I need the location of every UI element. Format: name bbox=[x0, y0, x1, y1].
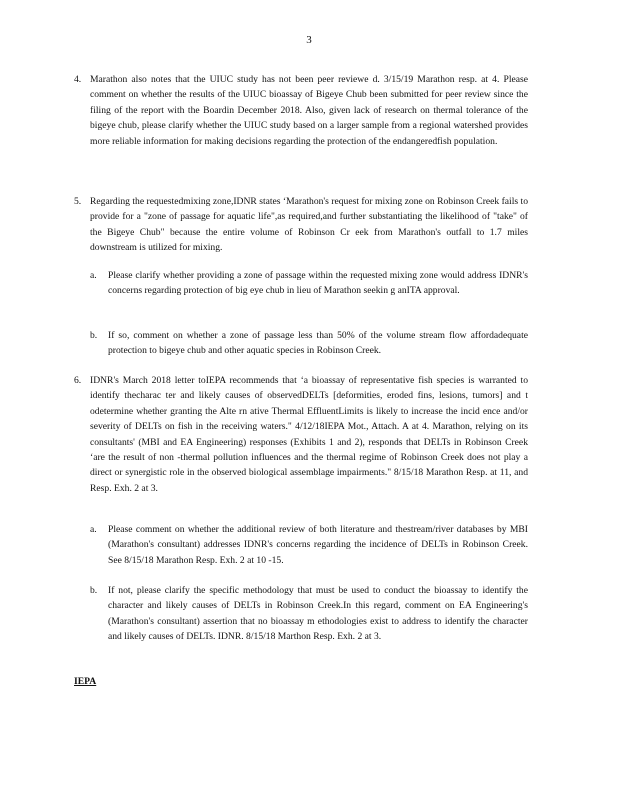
question-6 bbox=[74, 373, 528, 496]
question-6b bbox=[90, 583, 528, 645]
question-text: Marathon also notes that the UIUC study has not been peer reviewe d. 3/15/19 Marathon resp. at 4. Please comment on whether the results of the UIUC bioassay of Bigeye Chub been submitted for peer review since the filing of the report with the Boardin December 2018. Also, given lack of research on thermal tolerance of the bigeye chub, please clarify whether the UIUC study based on a larger sample from a regional watershed provides more reliable information for making decisions regarding the protection of the endangeredfish population. bbox=[90, 74, 528, 147]
question-5b bbox=[90, 328, 528, 359]
subquestion-text: If so, comment on whether a zone of passage less than 50% of the volume stream flow affordadequate protection to bigeye chub and other aquatic species in Robinson Creek. bbox=[108, 330, 528, 357]
footer-agency-label bbox=[74, 676, 110, 687]
question-5 bbox=[74, 194, 528, 256]
subquestion-letter: a. bbox=[90, 524, 97, 535]
subquestion-text: Please comment on whether the additional review of both literature and thestream/river databases by MBI (Marathon's consultant) addresses IDNR's concerns regarding the incidence of DELTs in Robinson Creek. See 8/15/18 Marathon Resp. Exh. 2 at 10 -15. bbox=[108, 524, 528, 566]
question-4 bbox=[74, 72, 528, 149]
question-number: 6. bbox=[74, 375, 82, 386]
question-text: IDNR's March 2018 letter toIEPA recommends that ‘a bioassay of representative fish species is warranted to identify thecharac ter and likely causes of observedDELTs [deformities, eroded fins, lesions, tumors] and t odetermine whether granting the Alte rn ative Thermal EffluentLimits is likely to increase the incid ence and/or severity of DELTs on fish in the receiving waters." 4/12/18IEPA Mot., Attach. A at 4. Marathon, relying on its consultants' (MBI and EA Engineering) responses (Exhibits 1 and 2), responds that DELTs in Robinson Creek ‘are the result of non -thermal pollution influences and the thermal regime of Robinson Creek does not play a direct or synergistic role in the observed biological assemblage impairments." 8/15/18 Marathon Resp. at 11, and Resp. Exh. 2 at 3. bbox=[90, 375, 528, 494]
page-number: 3 bbox=[306, 34, 312, 46]
question-6a bbox=[90, 522, 528, 568]
question-number: 5. bbox=[74, 196, 82, 207]
subquestion-text: If not, please clarify the specific methodology that must be used to conduct the bioassay to identify the character and likely causes of DELTs in Robinson Creek.In this regard, comment on EA Engineering's (Marathon's consultant) assertion that no bioassay m ethodologies exist to address to identify the character and likely causes of DELTs. IDNR. 8/15/18 Marthon Resp. Exh. 2 at 3. bbox=[108, 585, 528, 643]
footer-text: IEPA bbox=[74, 676, 97, 687]
subquestion-letter: b. bbox=[90, 330, 98, 341]
question-text: Regarding the requestedmixing zone,IDNR states ‘Marathon's request for mixing zone on Robinson Creek fails to provide for a "zone of passage for aquatic life",as required,and further substantiating the likelihood of "take" of the Bigeye Chub" because the entire volume of Robinson Cr eek from Marathon's outfall to 1.7 miles downstream is utilized for mixing. bbox=[90, 196, 528, 254]
subquestion-text: Please clarify whether providing a zone of passage within the requested mixing zone would address IDNR's concerns regarding protection of big eye chub in lieu of Marathon seekin g anITA approval. bbox=[108, 270, 528, 297]
question-5a bbox=[90, 268, 528, 299]
subquestion-letter: a. bbox=[90, 270, 97, 281]
question-number: 4. bbox=[74, 74, 82, 85]
subquestion-letter: b. bbox=[90, 585, 98, 596]
